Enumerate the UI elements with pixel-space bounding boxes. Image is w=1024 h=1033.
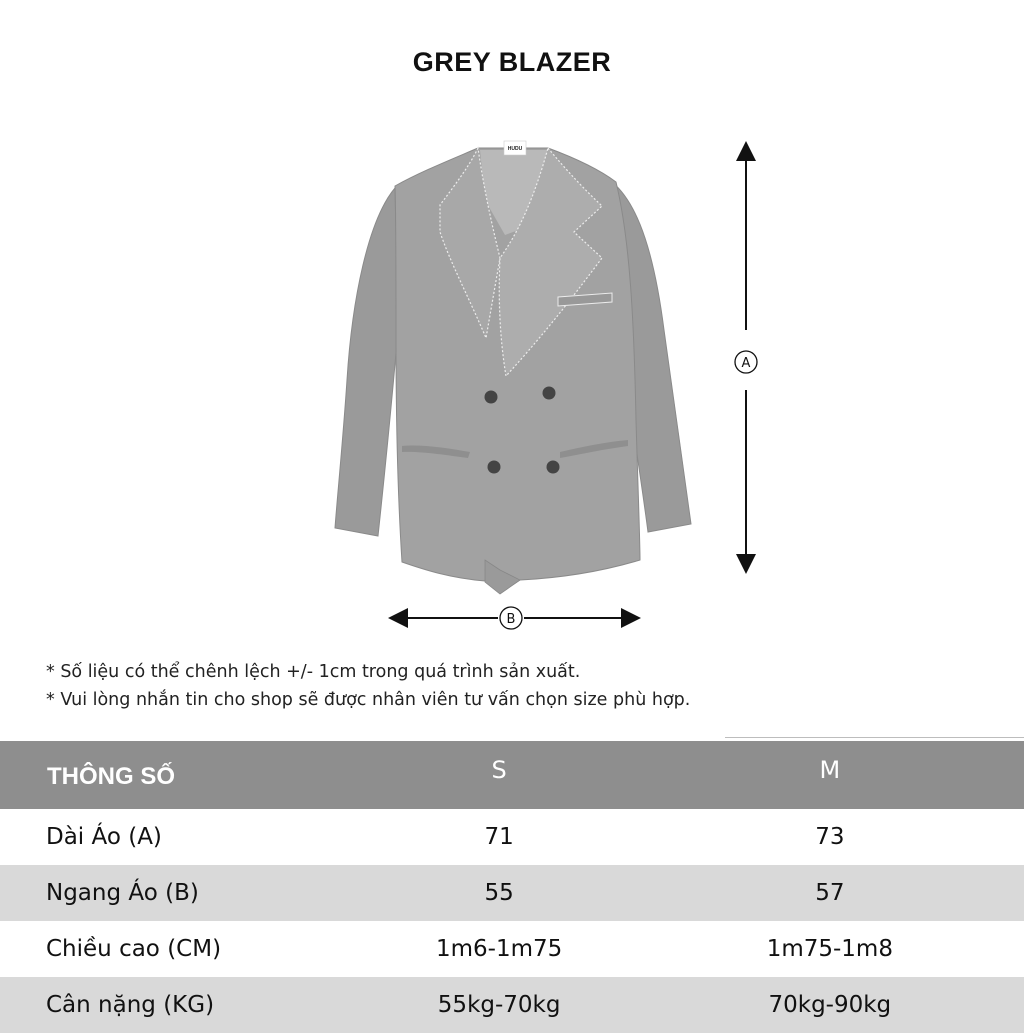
table-row (0, 921, 1024, 977)
table-row (0, 809, 1024, 865)
table-row (0, 865, 1024, 921)
row-value-s: 71 (484, 824, 514, 850)
row-value-m: 73 (815, 824, 845, 850)
brand-tag-text: HUDU (507, 146, 523, 152)
row-value-s: 55kg-70kg (437, 992, 561, 1018)
row-value-s: 55 (484, 880, 514, 906)
label-a: A (741, 356, 751, 371)
header-size-m: M (819, 756, 841, 784)
notes (46, 658, 690, 714)
row-label: Cân nặng (KG) (46, 992, 215, 1018)
size-chart-table (0, 741, 1024, 1033)
table-header-row (0, 741, 1024, 809)
blazer-image (335, 141, 691, 594)
divider (725, 737, 1024, 738)
row-value-m: 1m75-1m8 (766, 936, 893, 962)
row-value-m: 57 (815, 880, 845, 906)
row-label: Ngang Áo (B) (46, 880, 199, 906)
row-value-m: 70kg-90kg (768, 992, 892, 1018)
note-line: * Vui lòng nhắn tin cho shop sẽ được nhân viên tư vấn chọn size phù hợp. (46, 690, 691, 710)
label-b: B (506, 612, 516, 627)
row-label: Chiều cao (CM) (46, 936, 222, 962)
header-size-s: S (491, 756, 507, 784)
header-label: THÔNG SỐ (47, 763, 176, 790)
product-title: GREY BLAZER (412, 47, 612, 77)
row-label: Dài Áo (A) (46, 824, 162, 850)
note-line: * Số liệu có thể chênh lệch +/- 1cm trong quá trình sản xuất. (46, 662, 581, 682)
row-value-s: 1m6-1m75 (436, 936, 563, 962)
table-row (0, 977, 1024, 1033)
blazer-measurement-figure (0, 110, 1024, 650)
